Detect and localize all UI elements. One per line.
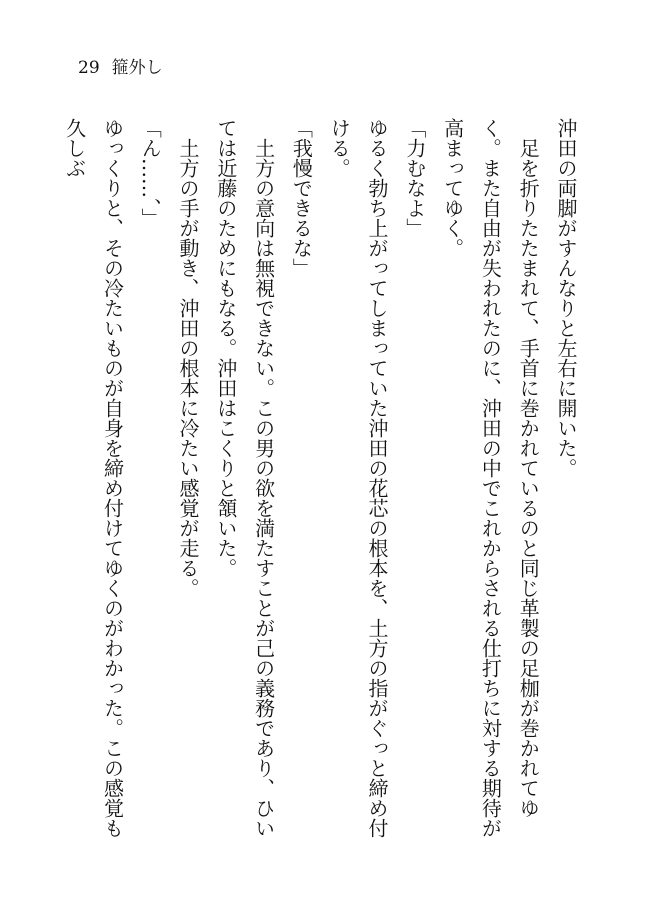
running-header [78,60,163,77]
vertical-body-text [55,118,584,838]
paragraph: 土方の意向は無視できない。この男の欲を満たすことが己の義務であり、ひいては近藤のためにもなる。沖田はこくりと頷いた。 [213,118,276,838]
paragraph: ゆっくりと、その冷たいものが自身を締め付けてゆくのがわかった。この感覚も久しぶ [62,118,125,838]
paragraph: ゆるく勃ち上がってしまっていた沖田の花芯の根本を、土方の指がぐっと締め付ける。 [327,118,390,838]
dialogue-line: 「力むなよ」 [402,118,427,238]
page-number: 29 [78,58,100,78]
dialogue-line: 「我慢できるな」 [289,118,314,278]
dialogue-line: 「ん……、」 [138,118,163,228]
paragraph: 足を折りたたまれて、手首に巻かれているのと同じ革製の足枷が巻かれてゆく。また自由が失われたのに、沖田の中でこれからされる仕打ちに対する期待が高まってゆく。 [440,118,541,838]
paragraph: 沖田の両脚がすんなりと左右に開いた。 [554,118,578,478]
chapter-title: 箍外し [111,58,163,78]
paragraph: 土方の手が動き、沖田の根本に冷たい感覚が走る。 [176,138,201,598]
